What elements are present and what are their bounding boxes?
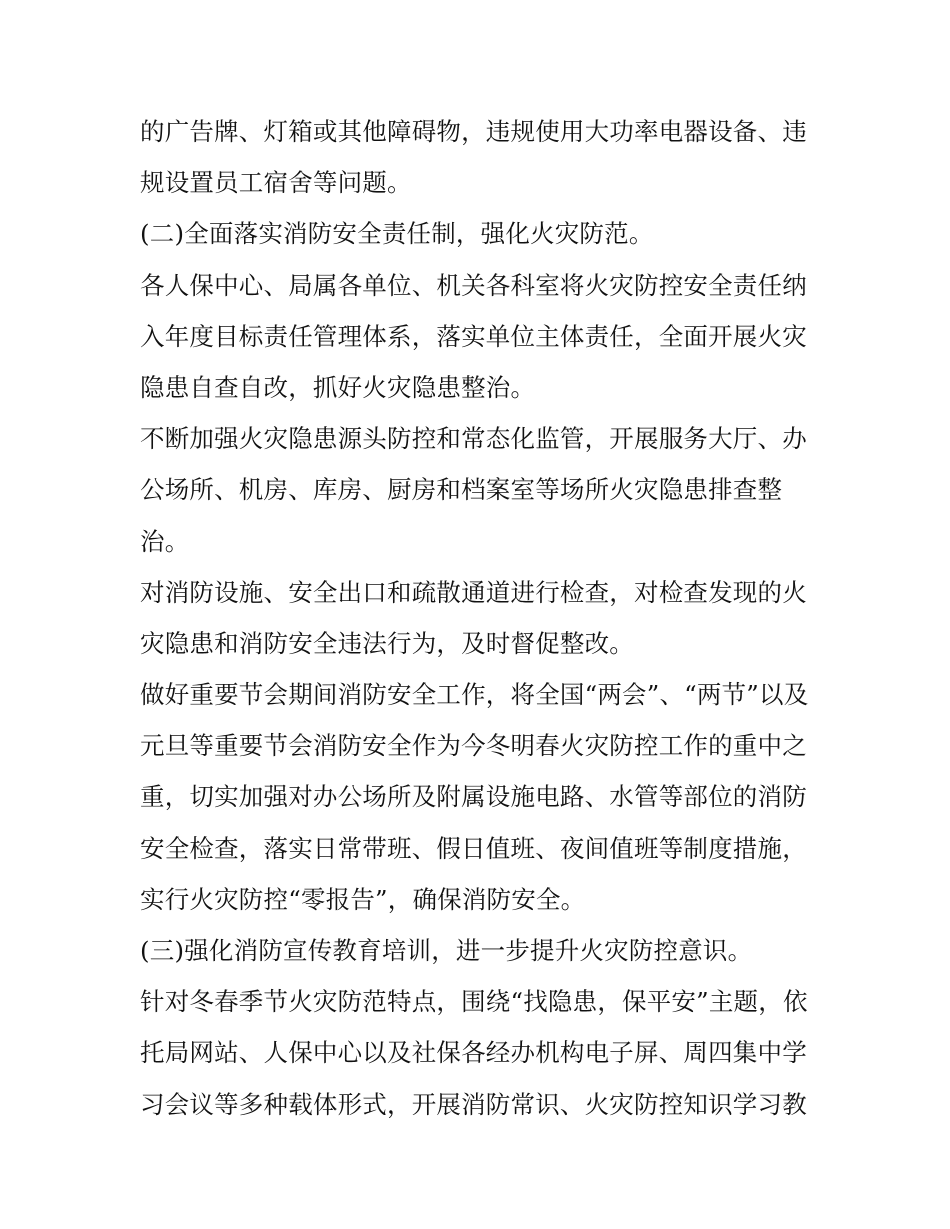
text-line: 各人保中心、局属各单位、机关各科室将火灾防控安全责任纳 [140,270,807,300]
text-line: 灾隐患和消防安全违法行为，及时督促整改。 [140,628,634,658]
text-line: 的广告牌、灯箱或其他障碍物，违规使用大功率电器设备、违 [140,117,807,146]
text-line: 隐患自查自改，抓好火灾隐患整治。 [140,372,536,402]
text-line: 元旦等重要节会消防安全作为今冬明春火灾防控工作的重中之 [140,731,807,761]
text-line: 安全检查，落实日常带班、假日值班、夜间值班等制度措施， [140,833,807,863]
text-line: 治。 [140,526,190,556]
section-heading: (二)全面落实消防安全责任制，强化火灾防范。 [140,219,654,249]
text-line: 实行火灾防控“零报告”，确保消防安全。 [140,884,586,914]
text-line: 重，切实加强对办公场所及附属设施电路、水管等部位的消防 [140,782,807,812]
document-body [140,106,815,1130]
text-line: 不断加强火灾隐患源头防控和常态化监管，开展服务大厅、办 [140,424,807,454]
text-line: 针对冬春季节火灾防范特点，围绕“找隐患，保平安”主题，依 [140,987,808,1017]
text-line: 做好重要节会期间消防安全工作，将全国“两会”、“两节”以及 [140,680,809,710]
text-line: 公场所、机房、库房、厨房和档案室等场所火灾隐患排查整 [140,475,783,505]
text-line: 习会议等多种载体形式，开展消防常识、火灾防控知识学习教 [140,1089,807,1119]
text-line: 规设置员工宿舍等问题。 [140,168,412,198]
text-line: 对消防设施、安全出口和疏散通道进行检查，对检查发现的火 [140,577,807,607]
text-line: 入年度目标责任管理体系，落实单位主体责任，全面开展火灾 [140,321,807,351]
section-heading: (三)强化消防宣传教育培训，进一步提升火灾防控意识。 [140,936,753,965]
text-line: 托局网站、人保中心以及社保各经办机构电子屏、周四集中学 [140,1038,807,1068]
